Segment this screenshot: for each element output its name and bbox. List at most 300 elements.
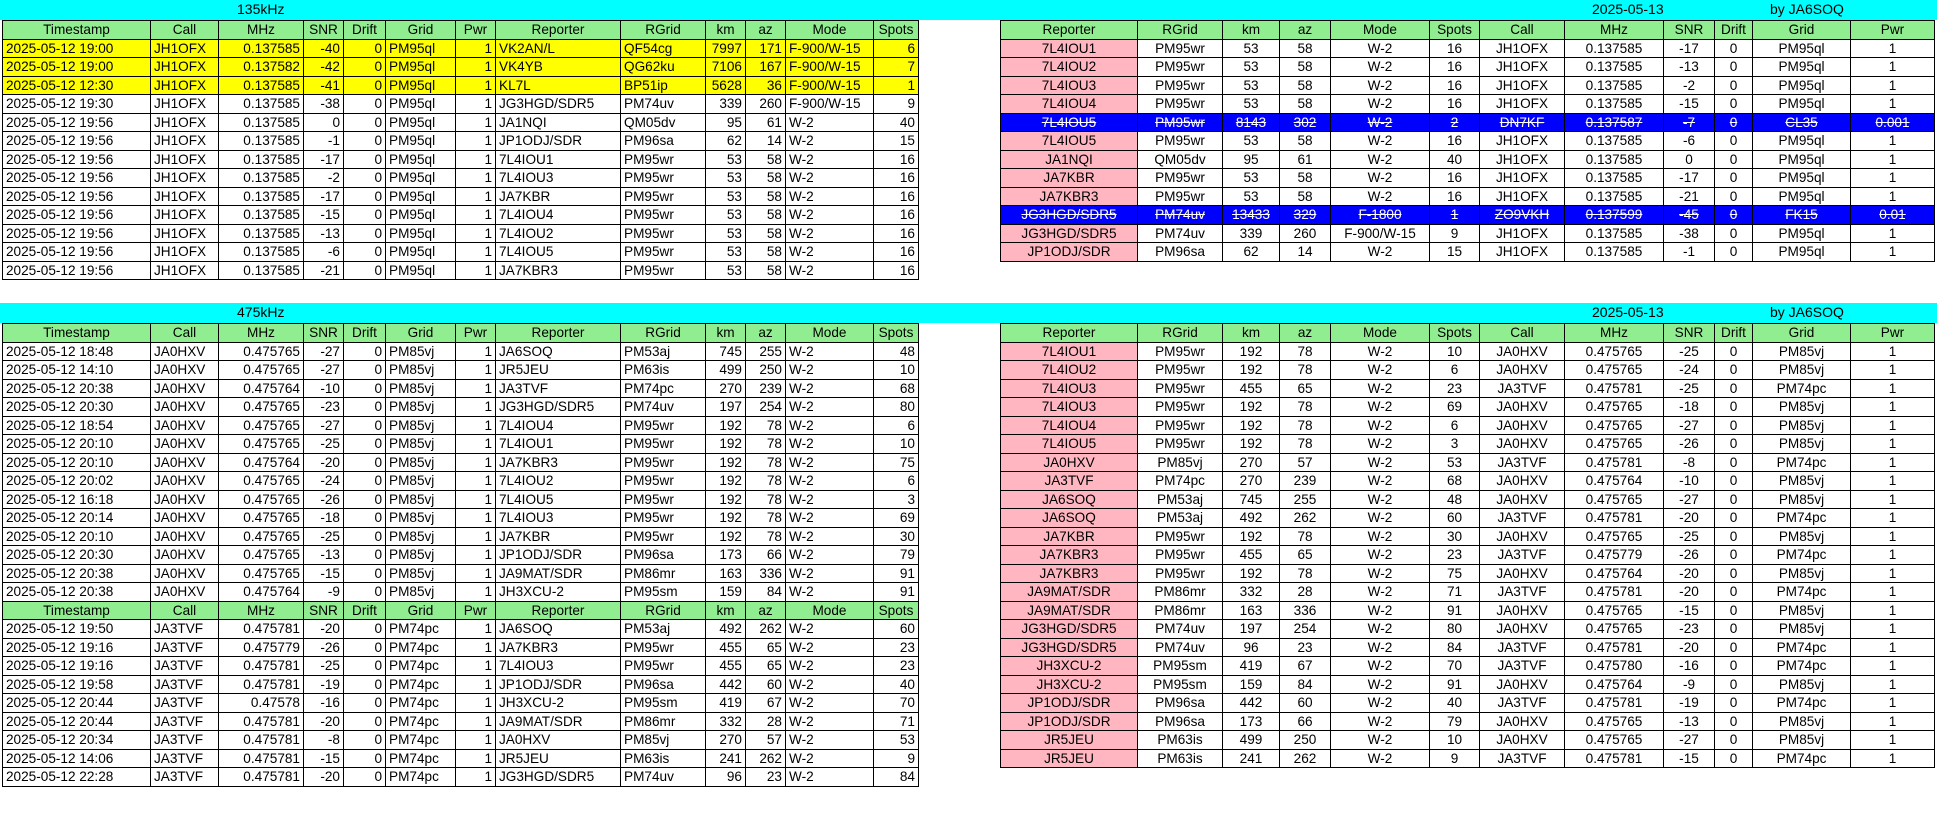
cell-grid: PM95ql [386,58,456,77]
cell-mode: F-900/W-15 [786,58,874,77]
cell-pwr: 1 [1851,731,1935,750]
cell-km: 332 [1223,583,1280,602]
cell-snr: -15 [304,749,344,768]
cell-rgrid: PM95wr [1138,546,1223,565]
cell-km: 159 [1223,675,1280,694]
cell-reporter: VK2AN/L [496,39,621,58]
column-header-grid: Grid [1753,21,1851,40]
cell-snr: -25 [304,527,344,546]
cell-reporter: JP1ODJ/SDR [1001,694,1138,713]
cell-grid: FK15 [1753,206,1851,225]
cell-drift: 0 [1715,546,1753,565]
cell-mode: W-2 [786,342,874,361]
cell-mode: F-1800 [1331,206,1430,225]
cell-az: 262 [746,749,786,768]
cell-drift: 0 [1715,379,1753,398]
cell-pwr: 1 [456,620,496,639]
cell-call: JA3TVF [1480,453,1565,472]
cell-snr: -16 [304,694,344,713]
cell-mode: W-2 [786,509,874,528]
cell-timestamp: 2025-05-12 20:02 [3,472,151,491]
cell-call: JH1OFX [151,224,219,243]
cell-mode: W-2 [786,490,874,509]
table-row [1001,206,1935,225]
cell-drift: 0 [344,261,386,280]
cell-pwr: 1 [1851,169,1935,188]
cell-call: JH1OFX [151,206,219,225]
cell-mode: W-2 [786,620,874,639]
cell-rgrid: PM95wr [1138,564,1223,583]
cell-rgrid: PM95wr [621,509,706,528]
cell-mode: W-2 [786,694,874,713]
cell-timestamp: 2025-05-12 20:44 [3,712,151,731]
cell-grid: CL35 [1753,113,1851,132]
cell-rgrid: PM95wr [621,416,706,435]
table-row [3,76,919,95]
cell-spots: 15 [874,132,919,151]
cell-rgrid: QM05dv [621,113,706,132]
cell-snr: -20 [304,768,344,787]
cell-rgrid: PM95wr [1138,361,1223,380]
cell-grid: PM95ql [1753,58,1851,77]
column-header-pwr: Pwr [1851,324,1935,343]
cell-drift: 0 [1715,638,1753,657]
table-row [3,472,919,491]
cell-mhz: 0.475764 [219,379,304,398]
cell-call: JH1OFX [1480,243,1565,262]
column-header-snr: SNR [1664,324,1715,343]
cell-mhz: 0.137585 [1565,132,1664,151]
cell-km: 241 [706,749,746,768]
cell-timestamp: 2025-05-12 19:30 [3,95,151,114]
cell-mode: W-2 [1331,132,1430,151]
cell-snr: -7 [1664,113,1715,132]
cell-reporter: 7L4IOU4 [1001,416,1138,435]
table-row [3,132,919,151]
cell-grid: PM74pc [386,657,456,676]
cell-call: JH1OFX [1480,150,1565,169]
cell-drift: 0 [344,342,386,361]
cell-call: JH1OFX [1480,76,1565,95]
cell-mhz: 0.475765 [219,546,304,565]
cell-reporter: JA7KBR [496,527,621,546]
cell-timestamp: 2025-05-12 18:54 [3,416,151,435]
column-header-mode: Mode [786,21,874,40]
cell-call: JA3TVF [1480,379,1565,398]
cell-grid: PM85vj [386,361,456,380]
cell-snr: -27 [1664,731,1715,750]
table-row [3,416,919,435]
cell-grid: PM74pc [1753,583,1851,602]
cell-az: 14 [1280,243,1331,262]
cell-pwr: 1 [1851,39,1935,58]
table-row [3,113,919,132]
cell-pwr: 1 [456,187,496,206]
cell-grid: PM85vj [1753,435,1851,454]
cell-grid: PM95ql [386,206,456,225]
cell-reporter: JR5JEU [496,749,621,768]
cell-reporter: JP1ODJ/SDR [496,546,621,565]
cell-drift: 0 [344,675,386,694]
cell-call: JA0HXV [1480,490,1565,509]
cell-mode: W-2 [1331,731,1430,750]
cell-pwr: 1 [456,261,496,280]
cell-mode: W-2 [786,187,874,206]
cell-spots: 80 [874,398,919,417]
cell-snr: -13 [1664,58,1715,77]
cell-reporter: 7L4IOU1 [496,150,621,169]
cell-az: 302 [1280,113,1331,132]
table-row [1001,731,1935,750]
cell-az: 65 [1280,379,1331,398]
cell-pwr: 1 [1851,95,1935,114]
table-row [1001,546,1935,565]
table-row [3,398,919,417]
cell-az: 60 [1280,694,1331,713]
cell-snr: -15 [304,564,344,583]
cell-az: 58 [1280,132,1331,151]
cell-mhz: 0.475765 [1565,527,1664,546]
cell-km: 96 [706,768,746,787]
cell-mhz: 0.137585 [219,169,304,188]
cell-az: 262 [1280,749,1331,768]
cell-pwr: 1 [456,243,496,262]
cell-drift: 0 [344,768,386,787]
cell-grid: PM95ql [1753,150,1851,169]
cell-drift: 0 [344,95,386,114]
cell-mode: W-2 [1331,150,1430,169]
cell-drift: 0 [1715,95,1753,114]
cell-call: JA0HXV [151,509,219,528]
cell-spots: 10 [874,361,919,380]
cell-rgrid: QG62ku [621,58,706,77]
cell-az: 58 [746,243,786,262]
cell-pwr: 1 [1851,342,1935,361]
column-header-drift: Drift [344,21,386,40]
cell-spots: 10 [1430,731,1480,750]
cell-call: JA3TVF [1480,509,1565,528]
cell-mode: F-900/W-15 [1331,224,1430,243]
cell-pwr: 1 [456,342,496,361]
cell-pwr: 1 [1851,435,1935,454]
cell-call: JA0HXV [1480,361,1565,380]
cell-km: 192 [1223,398,1280,417]
cell-pwr: 1 [1851,675,1935,694]
cell-mhz: 0.475781 [1565,453,1664,472]
cell-mode: W-2 [786,224,874,243]
cell-spots: 91 [874,583,919,602]
cell-az: 262 [1280,509,1331,528]
cell-spots: 91 [874,564,919,583]
cell-mode: W-2 [786,435,874,454]
cell-spots: 23 [1430,546,1480,565]
cell-mode: W-2 [786,564,874,583]
column-header-pwr: Pwr [1851,21,1935,40]
column-header-mode: Mode [786,601,874,620]
cell-mhz: 0.475765 [219,490,304,509]
table-row [1001,712,1935,731]
cell-timestamp: 2025-05-12 20:10 [3,435,151,454]
cell-km: 192 [1223,435,1280,454]
cell-pwr: 1 [1851,490,1935,509]
cell-az: 250 [1280,731,1331,750]
cell-az: 14 [746,132,786,151]
cell-spots: 79 [874,546,919,565]
cell-az: 239 [746,379,786,398]
cell-pwr: 1 [1851,527,1935,546]
cell-drift: 0 [344,712,386,731]
cell-drift: 0 [344,638,386,657]
cell-spots: 1 [874,76,919,95]
cell-grid: PM74pc [1753,509,1851,528]
cell-pwr: 1 [456,546,496,565]
cell-mode: W-2 [1331,435,1430,454]
band-author: by JA6SOQ [1770,304,1844,320]
cell-grid: PM85vj [386,398,456,417]
cell-grid: PM95ql [1753,169,1851,188]
table-row [3,657,919,676]
cell-drift: 0 [344,731,386,750]
cell-km: 499 [706,361,746,380]
cell-call: JH1OFX [1480,58,1565,77]
cell-reporter: JA7KBR3 [1001,564,1138,583]
cell-grid: PM95ql [386,113,456,132]
cell-az: 65 [1280,546,1331,565]
cell-snr: -27 [304,416,344,435]
cell-km: 339 [1223,224,1280,243]
cell-grid: PM74pc [386,675,456,694]
cell-timestamp: 2025-05-12 20:38 [3,564,151,583]
cell-reporter: JA7KBR3 [496,638,621,657]
cell-km: 419 [1223,657,1280,676]
cell-mhz: 0.475781 [1565,638,1664,657]
cell-km: 53 [706,224,746,243]
cell-snr: -13 [1664,712,1715,731]
cell-km: 95 [1223,150,1280,169]
cell-km: 197 [1223,620,1280,639]
cell-grid: PM95ql [386,132,456,151]
cell-mode: W-2 [1331,490,1430,509]
cell-reporter: 7L4IOU5 [496,243,621,262]
column-header-snr: SNR [304,324,344,343]
column-header-km: km [1223,21,1280,40]
cell-call: JA3TVF [1480,546,1565,565]
cell-mode: W-2 [786,150,874,169]
cell-km: 442 [1223,694,1280,713]
cell-drift: 0 [344,398,386,417]
cell-rgrid: PM95wr [1138,187,1223,206]
cell-pwr: 1 [1851,243,1935,262]
column-header-az: az [746,21,786,40]
table-row [1001,224,1935,243]
cell-snr: -20 [304,620,344,639]
cell-mhz: 0.475765 [1565,361,1664,380]
cell-mode: W-2 [786,169,874,188]
cell-snr: -27 [1664,416,1715,435]
cell-az: 336 [1280,601,1331,620]
cell-reporter: JG3HGD/SDR5 [496,398,621,417]
cell-az: 78 [746,453,786,472]
cell-spots: 60 [874,620,919,639]
cell-rgrid: PM95wr [621,527,706,546]
cell-timestamp: 2025-05-12 20:38 [3,379,151,398]
cell-pwr: 1 [456,509,496,528]
table-row [1001,472,1935,491]
cell-mhz: 0.475765 [1565,712,1664,731]
cell-grid: PM85vj [1753,620,1851,639]
cell-rgrid: PM95wr [621,224,706,243]
cell-snr: -6 [1664,132,1715,151]
cell-pwr: 1 [1851,712,1935,731]
cell-mode: W-2 [1331,583,1430,602]
cell-drift: 0 [1715,150,1753,169]
cell-km: 192 [1223,416,1280,435]
cell-snr: -23 [1664,620,1715,639]
cell-pwr: 1 [456,749,496,768]
cell-mode: W-2 [1331,187,1430,206]
cell-az: 28 [1280,583,1331,602]
cell-mhz: 0.137585 [219,76,304,95]
table-row [3,675,919,694]
column-header-call: Call [151,601,219,620]
column-header-mhz: MHz [219,324,304,343]
cell-spots: 16 [874,150,919,169]
column-header-spots: Spots [874,21,919,40]
cell-snr: -26 [1664,435,1715,454]
cell-mhz: 0.475781 [219,620,304,639]
cell-timestamp: 2025-05-12 20:44 [3,694,151,713]
table-row [3,206,919,225]
cell-rgrid: PM74uv [1138,620,1223,639]
column-header-rgrid: RGrid [1138,324,1223,343]
cell-spots: 9 [1430,224,1480,243]
table-row [3,527,919,546]
cell-pwr: 1 [1851,601,1935,620]
cell-snr: -8 [304,731,344,750]
cell-spots: 70 [1430,657,1480,676]
cell-grid: PM74pc [1753,453,1851,472]
cell-spots: 16 [1430,187,1480,206]
cell-reporter: JA6SOQ [496,620,621,639]
cell-reporter: JH3XCU-2 [1001,675,1138,694]
column-header-grid: Grid [386,21,456,40]
cell-spots: 48 [874,342,919,361]
cell-grid: PM95ql [386,187,456,206]
cell-reporter: 7L4IOU3 [1001,379,1138,398]
cell-spots: 75 [1430,564,1480,583]
cell-drift: 0 [344,187,386,206]
table-row [1001,150,1935,169]
cell-km: 53 [1223,39,1280,58]
cell-timestamp: 2025-05-12 14:06 [3,749,151,768]
cell-mode: W-2 [1331,113,1430,132]
cell-reporter: JA7KBR3 [1001,187,1138,206]
table-row [1001,564,1935,583]
cell-call: JA3TVF [151,657,219,676]
cell-drift: 0 [1715,453,1753,472]
cell-km: 442 [706,675,746,694]
cell-km: 499 [1223,731,1280,750]
cell-mhz: 0.475765 [219,472,304,491]
table-row [1001,416,1935,435]
cell-mhz: 0.137585 [1565,39,1664,58]
cell-mhz: 0.47578 [219,694,304,713]
cell-az: 260 [746,95,786,114]
cell-spots: 75 [874,453,919,472]
cell-drift: 0 [1715,416,1753,435]
cell-timestamp: 2025-05-12 19:56 [3,169,151,188]
cell-km: 7997 [706,39,746,58]
table-row [3,379,919,398]
cell-reporter: 7L4IOU3 [496,509,621,528]
cell-pwr: 1 [456,712,496,731]
cell-mhz: 0.475765 [219,416,304,435]
cell-grid: PM85vj [1753,361,1851,380]
cell-rgrid: PM85vj [1138,453,1223,472]
cell-az: 329 [1280,206,1331,225]
cell-timestamp: 2025-05-12 19:00 [3,39,151,58]
column-header-reporter: Reporter [1001,21,1138,40]
cell-spots: 16 [1430,39,1480,58]
cell-drift: 0 [344,620,386,639]
cell-grid: PM74pc [386,620,456,639]
cell-km: 53 [706,187,746,206]
cell-az: 260 [1280,224,1331,243]
cell-grid: PM95ql [1753,224,1851,243]
cell-az: 65 [746,638,786,657]
cell-grid: PM74pc [1753,546,1851,565]
cell-call: JA0HXV [151,379,219,398]
cell-grid: PM85vj [386,564,456,583]
cell-pwr: 1 [1851,224,1935,243]
column-header-snr: SNR [1664,21,1715,40]
cell-snr: -15 [1664,601,1715,620]
cell-mode: W-2 [1331,472,1430,491]
table-row [1001,638,1935,657]
cell-timestamp: 2025-05-12 20:30 [3,546,151,565]
cell-reporter: JG3HGD/SDR5 [496,768,621,787]
cell-mhz: 0.475765 [219,509,304,528]
cell-pwr: 1 [456,675,496,694]
cell-km: 745 [706,342,746,361]
cell-km: 53 [706,243,746,262]
table-row [1001,187,1935,206]
cell-call: JH1OFX [1480,95,1565,114]
cell-rgrid: PM95wr [621,453,706,472]
cell-spots: 68 [1430,472,1480,491]
cell-rgrid: PM63is [1138,731,1223,750]
table-row [3,546,919,565]
cell-snr: -25 [1664,379,1715,398]
table-row [3,694,919,713]
cell-drift: 0 [1715,398,1753,417]
cell-grid: PM95ql [386,76,456,95]
cell-km: 332 [706,712,746,731]
cell-grid: PM95ql [386,150,456,169]
table-row [3,95,919,114]
cell-grid: PM85vj [1753,712,1851,731]
cell-spots: 69 [874,509,919,528]
column-header-call: Call [1480,324,1565,343]
cell-mhz: 0.475765 [1565,342,1664,361]
cell-reporter: 7L4IOU1 [496,435,621,454]
cell-drift: 0 [1715,435,1753,454]
cell-rgrid: PM95wr [1138,379,1223,398]
cell-km: 192 [706,416,746,435]
cell-drift: 0 [1715,169,1753,188]
cell-drift: 0 [344,243,386,262]
cell-reporter: 7L4IOU3 [1001,76,1138,95]
